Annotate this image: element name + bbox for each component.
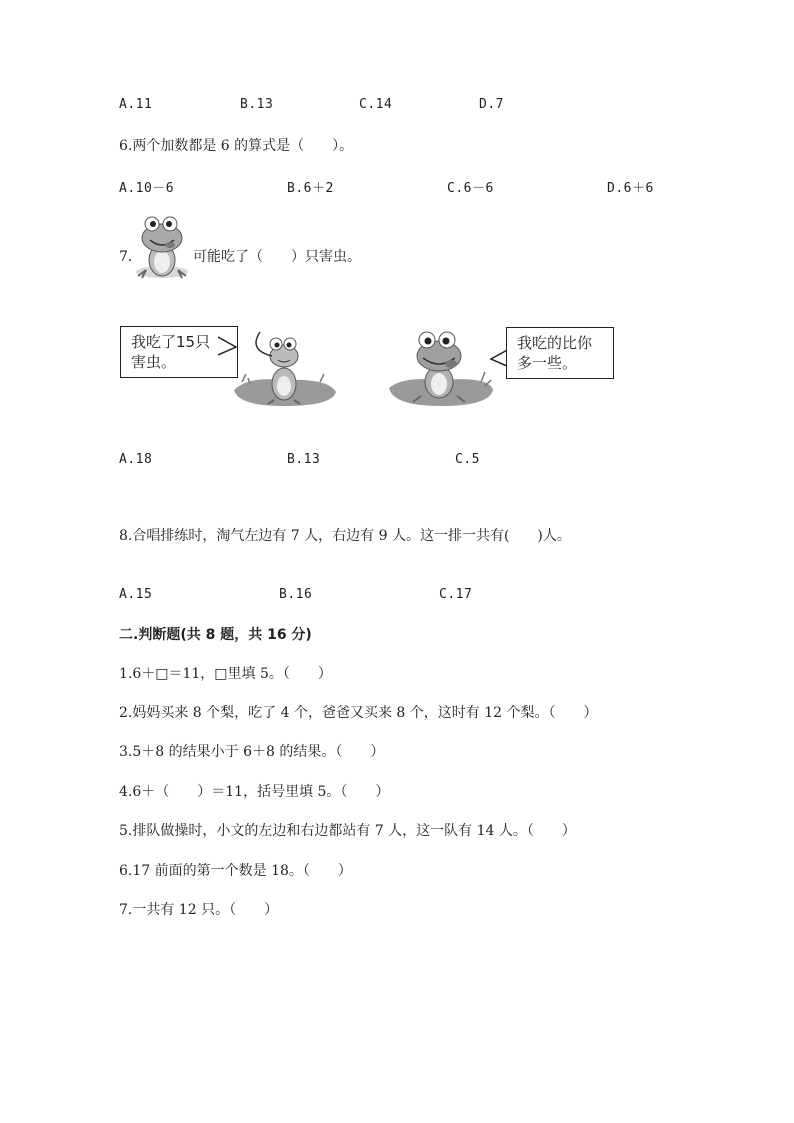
bubble-right-line-1: 我吃的比你 [517,334,593,352]
q6-option-a: A.10－6 [119,181,175,196]
judgement-item-3: 3.5＋8 的结果小于 6＋8 的结果。（ ） [119,744,385,760]
q6-stem: 6.两个加数都是 6 的算式是（ ）。 [119,138,354,154]
bubble-left-line-1: 我吃了15只 [131,333,211,351]
small-frog-icon [134,210,190,286]
frog-on-lily-pad-right-icon [385,326,497,410]
judgement-item-4: 4.6＋（ ）＝11，括号里填 5。（ ） [119,784,390,800]
q8-option-a: A.15 [119,587,153,602]
frog-on-lily-pad-left-icon [228,326,340,410]
q5-option-d: D.7 [479,97,504,112]
q7-stem: 可能吃了（ ）只害虫。 [193,249,361,265]
bubble-right-line-2: 多一些。 [517,354,578,372]
q8-stem: 8.合唱排练时，淘气左边有 7 人，右边有 9 人。这一排一共有( )人。 [119,528,571,544]
q6-option-c: C.6－6 [447,181,494,196]
q8-option-c: C.17 [439,587,473,602]
q7-number: 7. [119,249,133,265]
q7-option-c: C.5 [455,452,480,467]
q8-option-b: B.16 [279,587,313,602]
judgement-item-2: 2.妈妈买来 8 个梨，吃了 4 个，爸爸又买来 8 个，这时有 12 个梨。（ ） [119,705,598,721]
judgement-item-6: 6.17 前面的第一个数是 18。（ ） [119,863,352,879]
bubble-left-line-2: 害虫。 [131,353,177,371]
judgement-item-1: 1.6＋□＝11，□里填 5。（ ） [119,666,332,682]
judgement-item-7: 7.一共有 12 只。（ ） [119,902,279,918]
q6-option-b: B.6＋2 [287,181,334,196]
q5-option-c: C.14 [359,97,393,112]
q7-option-a: A.18 [119,452,153,467]
speech-bubble-right [506,327,614,379]
q6-option-d: D.6＋6 [607,181,654,196]
q7-option-b: B.13 [287,452,321,467]
q5-option-b: B.13 [240,97,274,112]
q5-option-a: A.11 [119,97,153,112]
section-title: 二.判断题(共 8 题，共 16 分) [119,627,312,643]
judgement-item-5: 5.排队做操时，小文的左边和右边都站有 7 人，这一队有 14 人。（ ） [119,823,576,839]
